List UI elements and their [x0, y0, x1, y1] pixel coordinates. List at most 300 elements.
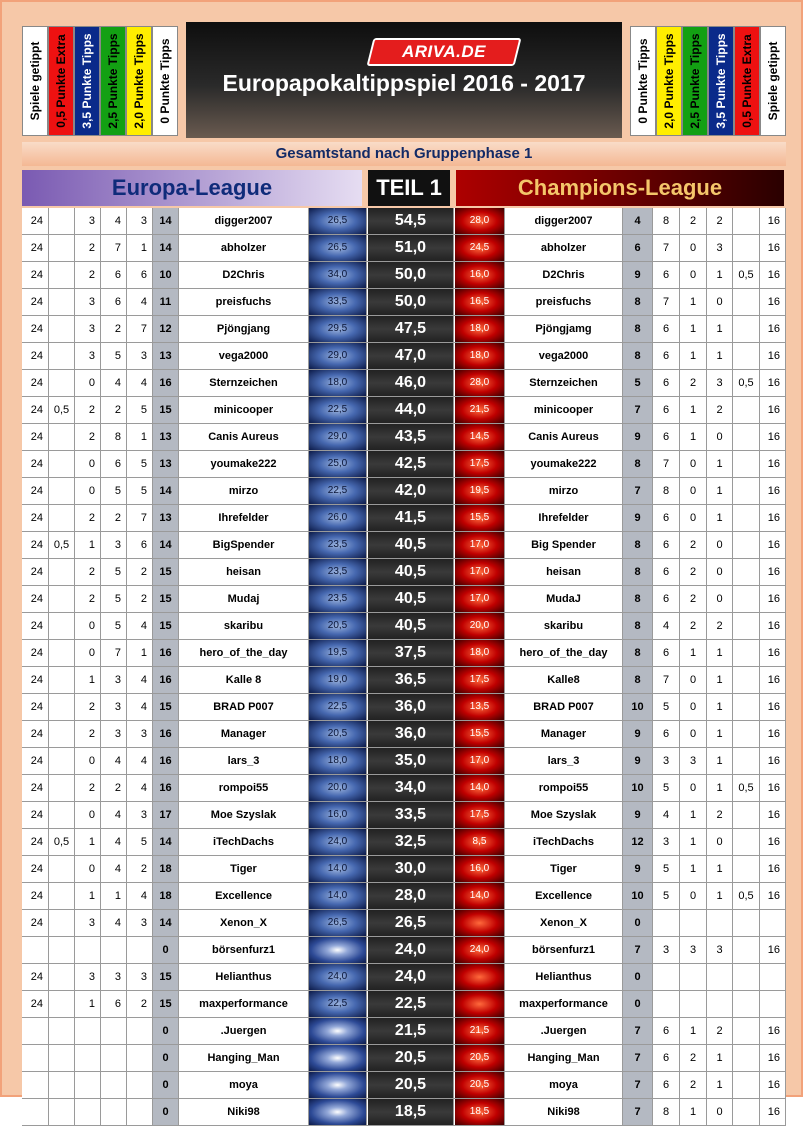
table-cell: 16: [760, 289, 786, 315]
legend-col-left: [100, 26, 126, 136]
table-cell: [733, 640, 760, 666]
table-cell: 2: [680, 208, 707, 234]
cl-player-name: BRAD P007: [505, 694, 623, 720]
el-player-name: vega2000: [179, 343, 309, 369]
cl-player-name: lars_3: [505, 748, 623, 774]
table-row: [22, 775, 786, 802]
table-cell: 1: [680, 316, 707, 342]
cl-player-name: Hanging_Man: [505, 1045, 623, 1071]
table-cell: 0,5: [49, 397, 75, 423]
cl-points: 18,5: [455, 1099, 505, 1125]
legend-col-right: [682, 26, 708, 136]
cl-0-points: 8: [623, 613, 653, 639]
table-cell: [75, 1045, 101, 1071]
table-cell: 4: [101, 370, 127, 396]
table-cell: 24: [22, 721, 49, 747]
table-row: [22, 316, 786, 343]
el-0-points: 0: [153, 1045, 179, 1071]
table-cell: 0: [680, 721, 707, 747]
el-0-points: 16: [153, 640, 179, 666]
total-points: 40,5: [368, 586, 454, 612]
cl-points: 14,5: [455, 424, 505, 450]
el-points: [309, 1018, 367, 1044]
table-cell: 6: [653, 1072, 680, 1098]
cl-points: 17,0: [455, 532, 505, 558]
table-cell: 2: [101, 397, 127, 423]
page-title: Europapokaltippspiel 2016 - 2017: [222, 70, 586, 96]
table-cell: 4: [101, 910, 127, 936]
cl-points: 17,5: [455, 451, 505, 477]
table-row: [22, 964, 786, 991]
table-cell: 0: [707, 532, 733, 558]
legend-label: 0,5 Punkte Extra: [54, 34, 68, 128]
el-0-points: 0: [153, 1099, 179, 1125]
table-cell: 24: [22, 559, 49, 585]
table-cell: 16: [760, 424, 786, 450]
cl-player-name: skaribu: [505, 613, 623, 639]
table-cell: [49, 910, 75, 936]
table-cell: [733, 613, 760, 639]
cl-0-points: 7: [623, 1099, 653, 1125]
total-points: 42,0: [368, 478, 454, 504]
table-cell: 3: [101, 667, 127, 693]
table-cell: 0: [75, 856, 101, 882]
el-0-points: 15: [153, 586, 179, 612]
total-points: 20,5: [368, 1072, 454, 1098]
total-points: 34,0: [368, 775, 454, 801]
legend-label: 0,5 Punkte Extra: [740, 34, 754, 128]
table-cell: 1: [707, 505, 733, 531]
el-0-points: 15: [153, 991, 179, 1017]
legend-label: 2,5 Punkte Tipps: [688, 33, 702, 129]
el-0-points: 13: [153, 424, 179, 450]
table-cell: [49, 613, 75, 639]
legend-label: Spiele getippt: [766, 41, 780, 121]
total-points: 26,5: [368, 910, 454, 936]
cl-points: [455, 991, 505, 1017]
table-cell: 24: [22, 343, 49, 369]
table-cell: 7: [127, 316, 153, 342]
table-cell: [733, 235, 760, 261]
el-points: [309, 1045, 367, 1071]
cl-player-name: Sternzeichen: [505, 370, 623, 396]
el-player-name: preisfuchs: [179, 289, 309, 315]
table-cell: [75, 1072, 101, 1098]
table-cell: 6: [653, 532, 680, 558]
table-cell: 1: [680, 397, 707, 423]
table-cell: 2: [707, 208, 733, 234]
table-cell: 2: [680, 532, 707, 558]
table-cell: 1: [75, 667, 101, 693]
table-cell: 16: [760, 532, 786, 558]
table-cell: 0: [680, 451, 707, 477]
table-cell: 24: [22, 532, 49, 558]
table-cell: 24: [22, 964, 49, 990]
el-0-points: 14: [153, 532, 179, 558]
el-player-name: iTechDachs: [179, 829, 309, 855]
table-cell: [733, 478, 760, 504]
cl-0-points: 5: [623, 370, 653, 396]
cl-player-name: abholzer: [505, 235, 623, 261]
table-cell: [733, 1072, 760, 1098]
table-cell: 1: [707, 721, 733, 747]
cl-points: 15,5: [455, 721, 505, 747]
table-cell: 0: [680, 262, 707, 288]
cl-player-name: Niki98: [505, 1099, 623, 1125]
el-player-name: rompoi55: [179, 775, 309, 801]
table-cell: [733, 1099, 760, 1125]
table-cell: 1: [75, 883, 101, 909]
table-cell: 24: [22, 451, 49, 477]
cl-points: 28,0: [455, 208, 505, 234]
el-0-points: 15: [153, 397, 179, 423]
table-cell: [49, 775, 75, 801]
cl-0-points: 12: [623, 829, 653, 855]
table-cell: 7: [101, 235, 127, 261]
table-cell: 4: [127, 667, 153, 693]
el-0-points: 0: [153, 1072, 179, 1098]
el-player-name: D2Chris: [179, 262, 309, 288]
table-row: [22, 1018, 786, 1045]
table-cell: 5: [101, 613, 127, 639]
total-points: 36,0: [368, 694, 454, 720]
table-cell: 16: [760, 1099, 786, 1125]
total-points: 37,5: [368, 640, 454, 666]
cl-player-name: maxperformance: [505, 991, 623, 1017]
table-cell: 16: [760, 316, 786, 342]
table-cell: [733, 424, 760, 450]
table-cell: [49, 289, 75, 315]
el-points: 33,5: [309, 289, 367, 315]
cl-0-points: 8: [623, 559, 653, 585]
table-cell: 3: [653, 748, 680, 774]
el-points: 19,0: [309, 667, 367, 693]
table-cell: 0: [75, 748, 101, 774]
table-cell: [49, 1072, 75, 1098]
el-0-points: 15: [153, 613, 179, 639]
table-row: [22, 370, 786, 397]
total-points: 20,5: [368, 1045, 454, 1071]
el-player-name: heisan: [179, 559, 309, 585]
legend-label: 2,0 Punkte Tipps: [662, 33, 676, 129]
table-cell: 4: [127, 694, 153, 720]
el-points: 16,0: [309, 802, 367, 828]
table-cell: [101, 1045, 127, 1071]
table-row: [22, 478, 786, 505]
table-cell: [22, 1072, 49, 1098]
table-cell: [733, 586, 760, 612]
table-cell: 0: [680, 667, 707, 693]
cl-points: 17,0: [455, 586, 505, 612]
table-cell: 0: [680, 694, 707, 720]
el-points: 26,5: [309, 910, 367, 936]
table-cell: [101, 937, 127, 963]
table-cell: 1: [707, 1045, 733, 1071]
table-cell: 2: [75, 775, 101, 801]
cl-0-points: 9: [623, 721, 653, 747]
el-0-points: 13: [153, 505, 179, 531]
table-cell: 2: [680, 613, 707, 639]
table-cell: 6: [101, 451, 127, 477]
cl-0-points: 10: [623, 694, 653, 720]
table-cell: [733, 208, 760, 234]
table-cell: [101, 1099, 127, 1125]
table-cell: [760, 991, 786, 1017]
cl-0-points: 8: [623, 586, 653, 612]
table-cell: [733, 1018, 760, 1044]
cl-0-points: 7: [623, 1045, 653, 1071]
cl-player-name: börsenfurz1: [505, 937, 623, 963]
table-row: [22, 721, 786, 748]
table-cell: 4: [127, 613, 153, 639]
cl-points: 18,0: [455, 316, 505, 342]
legend-label: 3,5 Punkte Tipps: [714, 33, 728, 129]
table-cell: 24: [22, 370, 49, 396]
table-cell: 24: [22, 748, 49, 774]
table-cell: 0: [707, 289, 733, 315]
table-cell: [680, 964, 707, 990]
el-0-points: 11: [153, 289, 179, 315]
table-cell: 2: [707, 802, 733, 828]
cl-player-name: Helianthus: [505, 964, 623, 990]
table-cell: 16: [760, 1018, 786, 1044]
cl-0-points: 9: [623, 802, 653, 828]
table-cell: 16: [760, 451, 786, 477]
table-cell: 4: [101, 856, 127, 882]
cl-0-points: 8: [623, 316, 653, 342]
table-row: [22, 289, 786, 316]
table-cell: 4: [127, 748, 153, 774]
total-points: 44,0: [368, 397, 454, 423]
table-cell: 2: [75, 559, 101, 585]
table-cell: [22, 1018, 49, 1044]
table-cell: 3: [75, 964, 101, 990]
table-cell: 0: [75, 640, 101, 666]
table-cell: 1: [680, 424, 707, 450]
table-cell: 8: [653, 208, 680, 234]
el-points: 22,5: [309, 991, 367, 1017]
legend-col-left: [126, 26, 152, 136]
table-cell: 24: [22, 235, 49, 261]
cl-points: 19,5: [455, 478, 505, 504]
table-cell: 1: [707, 856, 733, 882]
table-cell: [127, 1072, 153, 1098]
table-cell: 0: [680, 775, 707, 801]
total-points: 50,0: [368, 262, 454, 288]
legend-col-right: [708, 26, 734, 136]
el-player-name: Excellence: [179, 883, 309, 909]
table-cell: 2: [127, 991, 153, 1017]
legend-label: Spiele getippt: [28, 41, 42, 121]
el-0-points: 14: [153, 829, 179, 855]
total-points: 30,0: [368, 856, 454, 882]
table-cell: 4: [101, 748, 127, 774]
table-row: [22, 424, 786, 451]
table-cell: [49, 1018, 75, 1044]
table-cell: 16: [760, 829, 786, 855]
table-cell: 3: [707, 937, 733, 963]
table-cell: 0,5: [733, 262, 760, 288]
table-cell: 1: [707, 775, 733, 801]
el-player-name: börsenfurz1: [179, 937, 309, 963]
table-cell: [733, 910, 760, 936]
table-cell: 2: [707, 397, 733, 423]
el-0-points: 15: [153, 559, 179, 585]
table-cell: 16: [760, 775, 786, 801]
table-cell: [733, 667, 760, 693]
table-cell: [49, 748, 75, 774]
legend-label: 2,5 Punkte Tipps: [106, 33, 120, 129]
table-cell: 1: [127, 640, 153, 666]
table-cell: 1: [101, 883, 127, 909]
el-points: 14,0: [309, 856, 367, 882]
table-cell: 4: [101, 208, 127, 234]
legend-label: 0 Punkte Tipps: [636, 38, 650, 124]
el-0-points: 12: [153, 316, 179, 342]
total-points: 43,5: [368, 424, 454, 450]
el-player-name: Manager: [179, 721, 309, 747]
table-cell: 2: [127, 559, 153, 585]
table-cell: [49, 370, 75, 396]
cl-player-name: Big Spender: [505, 532, 623, 558]
table-cell: [733, 505, 760, 531]
table-cell: 16: [760, 748, 786, 774]
legend-col-left: [48, 26, 74, 136]
cl-points: 18,0: [455, 640, 505, 666]
table-cell: 16: [760, 1045, 786, 1071]
table-cell: [680, 910, 707, 936]
cl-player-name: minicooper: [505, 397, 623, 423]
table-cell: 5: [127, 397, 153, 423]
cl-0-points: 4: [623, 208, 653, 234]
table-cell: 8: [101, 424, 127, 450]
table-cell: 24: [22, 991, 49, 1017]
right-column-legend: [630, 26, 786, 136]
table-cell: 3: [653, 937, 680, 963]
table-cell: 16: [760, 397, 786, 423]
table-cell: 16: [760, 937, 786, 963]
table-cell: 2: [75, 694, 101, 720]
header: [22, 22, 786, 138]
table-cell: 2: [707, 1018, 733, 1044]
table-cell: [49, 262, 75, 288]
table-cell: [49, 856, 75, 882]
table-cell: 16: [760, 721, 786, 747]
el-points: 18,0: [309, 370, 367, 396]
table-cell: 16: [760, 559, 786, 585]
table-cell: [733, 748, 760, 774]
cl-points: 20,0: [455, 613, 505, 639]
el-points: 22,5: [309, 694, 367, 720]
table-cell: [75, 937, 101, 963]
el-player-name: abholzer: [179, 235, 309, 261]
table-cell: [733, 964, 760, 990]
table-cell: 2: [75, 721, 101, 747]
table-row: [22, 586, 786, 613]
table-cell: 4: [127, 883, 153, 909]
table-cell: 2: [75, 235, 101, 261]
table-cell: 0: [707, 559, 733, 585]
table-cell: [760, 910, 786, 936]
total-points: 33,5: [368, 802, 454, 828]
cl-0-points: 8: [623, 451, 653, 477]
table-row: [22, 1045, 786, 1072]
table-cell: 3: [127, 721, 153, 747]
total-points: 54,5: [368, 208, 454, 234]
table-cell: 3: [707, 235, 733, 261]
table-cell: 1: [127, 235, 153, 261]
table-cell: 5: [101, 586, 127, 612]
el-points: 22,5: [309, 397, 367, 423]
table-cell: 6: [653, 397, 680, 423]
el-0-points: 16: [153, 370, 179, 396]
table-cell: 1: [75, 991, 101, 1017]
table-cell: 16: [760, 883, 786, 909]
table-cell: 1: [75, 532, 101, 558]
table-cell: 24: [22, 694, 49, 720]
cl-points: 13,5: [455, 694, 505, 720]
el-0-points: 14: [153, 910, 179, 936]
table-cell: 1: [707, 748, 733, 774]
table-cell: 3: [680, 748, 707, 774]
total-points: 50,0: [368, 289, 454, 315]
table-cell: 1: [707, 262, 733, 288]
table-cell: 6: [653, 505, 680, 531]
el-points: [309, 1072, 367, 1098]
table-cell: 0,5: [49, 829, 75, 855]
table-cell: [49, 667, 75, 693]
table-cell: [49, 478, 75, 504]
el-points: 29,0: [309, 343, 367, 369]
cl-0-points: 8: [623, 532, 653, 558]
cl-player-name: iTechDachs: [505, 829, 623, 855]
table-cell: 24: [22, 289, 49, 315]
table-cell: 3: [75, 316, 101, 342]
logo-text: ARIVA.DE: [402, 42, 486, 61]
table-row: [22, 397, 786, 424]
table-cell: 16: [760, 478, 786, 504]
table-cell: 6: [127, 532, 153, 558]
table-cell: 6: [653, 1045, 680, 1071]
total-points: 24,0: [368, 964, 454, 990]
cl-player-name: Xenon_X: [505, 910, 623, 936]
el-player-name: Tiger: [179, 856, 309, 882]
table-cell: 24: [22, 586, 49, 612]
table-cell: [22, 1045, 49, 1071]
title-banner: [186, 22, 622, 138]
table-cell: [760, 964, 786, 990]
el-points: 26,5: [309, 208, 367, 234]
table-cell: 1: [707, 640, 733, 666]
table-row: [22, 829, 786, 856]
table-cell: [733, 289, 760, 315]
cl-0-points: 0: [623, 964, 653, 990]
table-cell: 3: [101, 532, 127, 558]
cl-player-name: Manager: [505, 721, 623, 747]
cl-0-points: 8: [623, 343, 653, 369]
total-points: 47,5: [368, 316, 454, 342]
el-player-name: moya: [179, 1072, 309, 1098]
table-cell: 24: [22, 613, 49, 639]
table-cell: 4: [127, 775, 153, 801]
table-cell: 3: [680, 937, 707, 963]
table-cell: 3: [127, 208, 153, 234]
cl-0-points: 7: [623, 937, 653, 963]
table-cell: 24: [22, 775, 49, 801]
table-cell: [733, 1045, 760, 1071]
table-cell: [49, 1045, 75, 1071]
el-points: 26,0: [309, 505, 367, 531]
